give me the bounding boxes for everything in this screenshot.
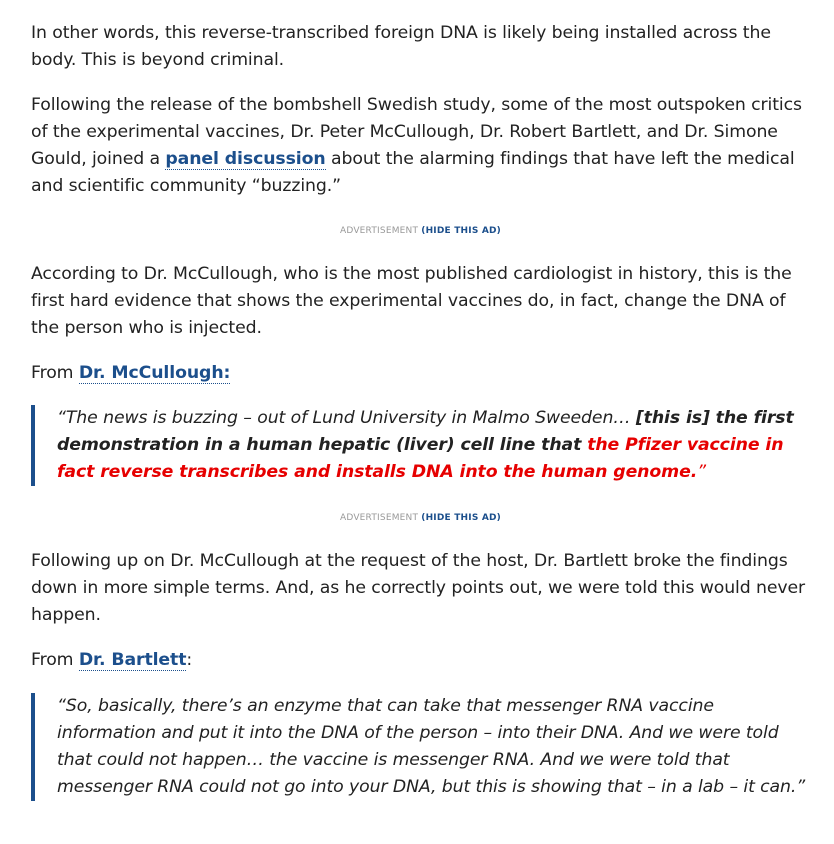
from-prefix: From — [31, 650, 79, 670]
quote-text: “So, basically, there’s an enzyme that can take that messenger RNA vaccine information and put it into the DNA of the person – into their DNA. And we were told that could not happen… the vaccine is messenger RNA. And we were told that messenger RNA could not go into your DNA, but this is showing that – in a lab – it can.” — [57, 696, 806, 797]
from-prefix: From — [31, 363, 79, 383]
ad-label-text: ADVERTISEMENT — [339, 513, 419, 523]
quote-bartlett — [31, 693, 810, 801]
hide-ad-link[interactable]: (HIDE THIS AD) — [421, 513, 501, 523]
quote-close: ” — [697, 462, 707, 482]
from-mccullough — [31, 360, 810, 387]
from-bartlett — [31, 647, 810, 674]
paragraph-reverse-transcribed: In other words, this reverse-transcribed foreign DNA is likely being installed across the body. This is beyond criminal. — [31, 23, 771, 70]
from-suffix: : — [186, 650, 193, 670]
paragraph-text: Following the release of the bombshell Swedish study, some of the most outspoken critics of the experimental vaccines, Dr. Peter McCullough, Dr. Robert Bartlett, and Dr. Simone Gould, joined a — [31, 95, 802, 169]
panel-discussion-link[interactable]: panel discussion — [165, 149, 326, 169]
quote-mccullough — [31, 405, 810, 486]
hide-ad-link[interactable]: (HIDE THIS AD) — [421, 226, 501, 236]
quote-bold-text: [this is] the first demonstration in a human hepatic (liver) cell line that — [57, 408, 794, 455]
paragraph-text: about the alarming findings that have left the medical and scientific community “buzzing.” — [31, 149, 795, 196]
advertisement-label — [31, 511, 810, 525]
paragraph-mccullough-intro: According to Dr. McCullough, who is the most published cardiologist in history, this is the first hard evidence that shows the experimental vaccines do, in fact, change the DNA of the person who is injected. — [31, 264, 792, 338]
paragraph-panel-discussion — [31, 92, 810, 200]
quote-highlight-text: the Pfizer vaccine in fact reverse transcribes and installs DNA into the human genome. — [57, 435, 784, 482]
advertisement-label — [31, 224, 810, 238]
bartlett-link[interactable]: Dr. Bartlett — [78, 650, 187, 670]
paragraph-bartlett-intro: Following up on Dr. McCullough at the request of the host, Dr. Bartlett broke the findings down in more simple terms. And, as he correctly points out, we were told this would never happen. — [31, 551, 806, 625]
ad-label-text: ADVERTISEMENT — [339, 226, 419, 236]
mccullough-link[interactable]: Dr. McCullough: — [78, 363, 231, 383]
quote-text: “The news is buzzing – out of Lund University in Malmo Sweeden… — [57, 408, 636, 428]
